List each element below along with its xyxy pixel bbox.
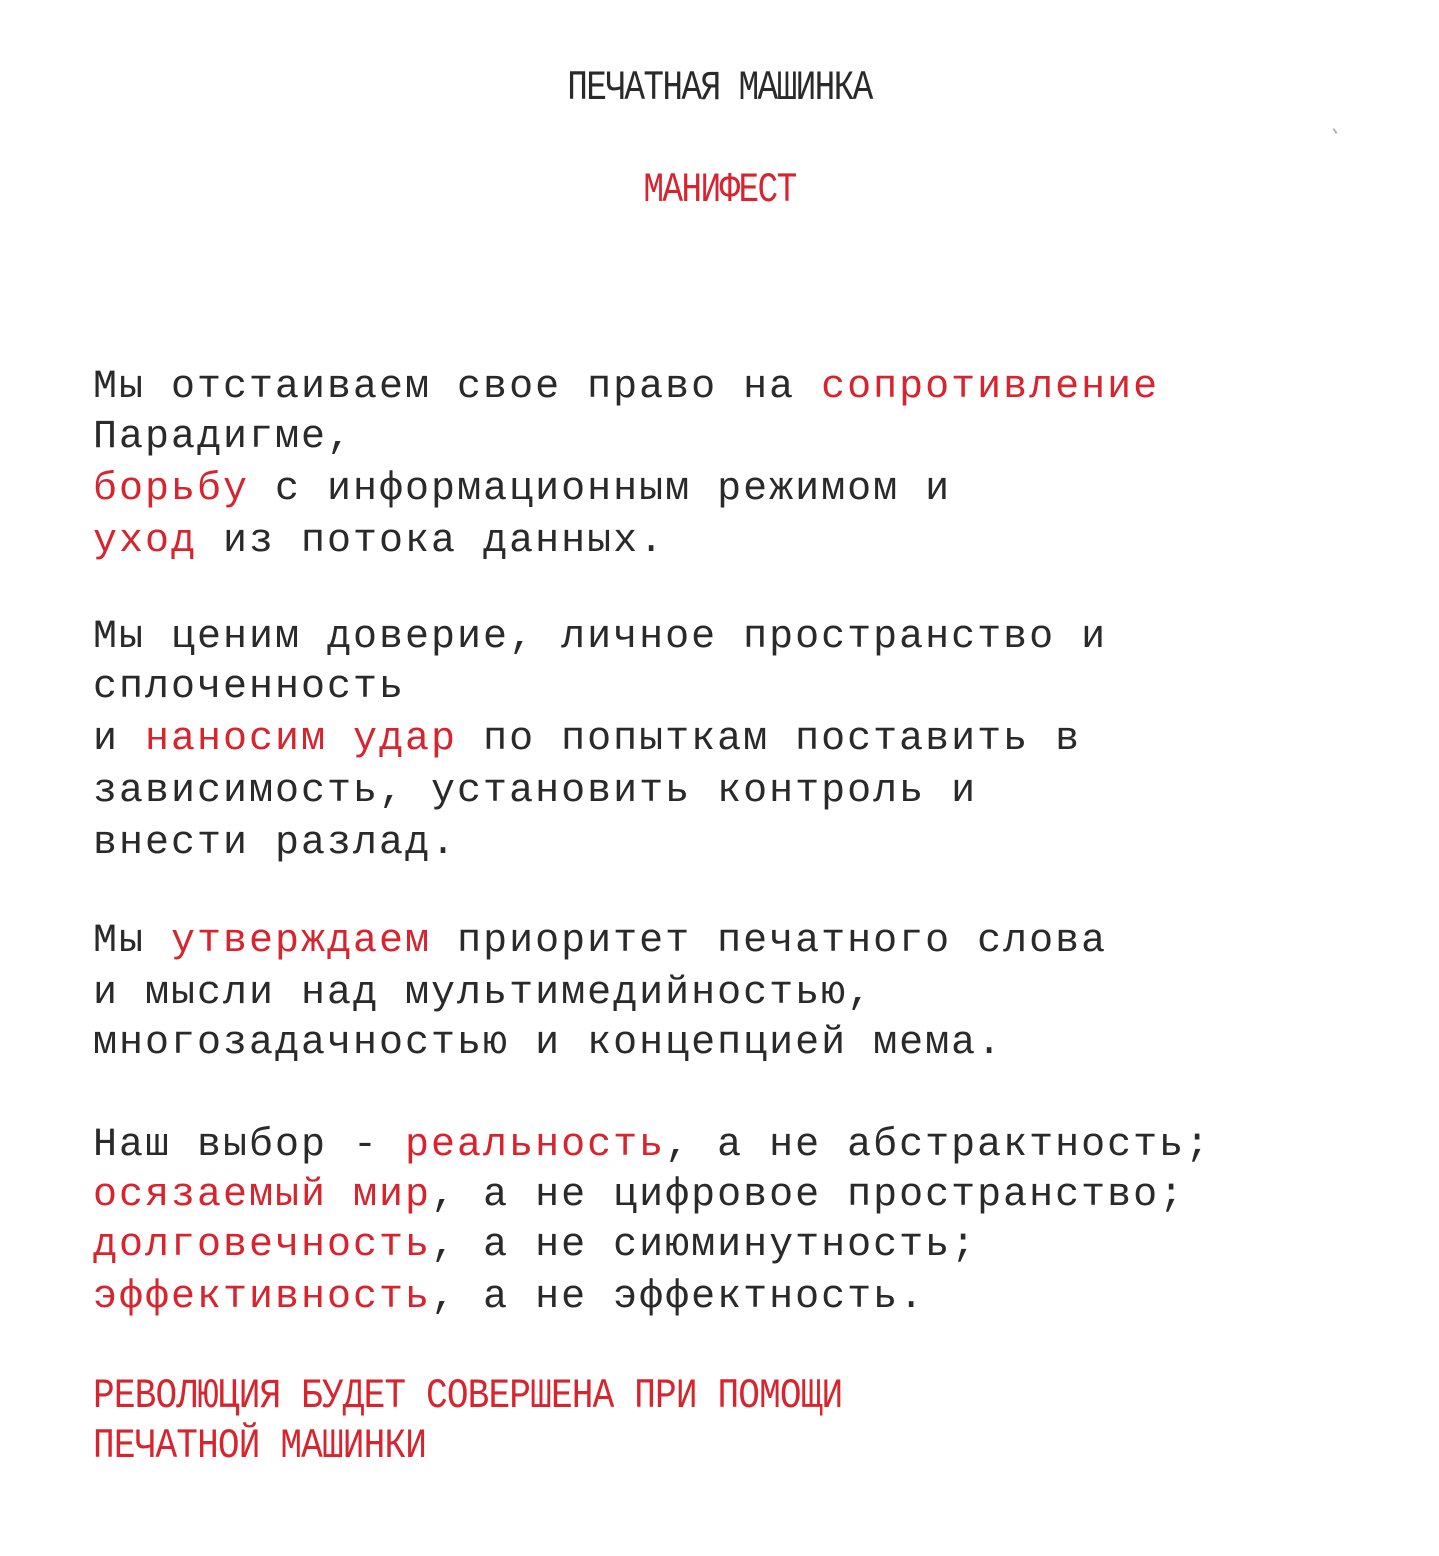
text-line: Парадигме, — [93, 415, 354, 460]
text-span: , а не абстрактность; — [665, 1123, 1212, 1168]
closing-line: РЕВОЛЮЦИЯ БУДЕТ СОВЕРШЕНА ПРИ ПОМОЩИ — [93, 1372, 843, 1420]
text-line — [93, 714, 1081, 766]
highlight-text: осязаемый мир — [93, 1173, 432, 1218]
text-span: , а не цифровое пространство; — [431, 1173, 1186, 1218]
text-line — [93, 362, 1159, 414]
paper-speck — [1332, 128, 1337, 134]
text-line: Мы ценим доверие, личное пространство и — [93, 615, 1108, 660]
text-span: , а не эффектность. — [431, 1275, 926, 1320]
text-span: по попыткам поставить в — [457, 717, 1082, 762]
highlight-text: борьбу — [93, 467, 250, 512]
text-span: Наш выбор - — [93, 1123, 406, 1168]
text-line — [93, 1170, 1185, 1222]
text-line — [93, 516, 665, 568]
highlight-text: уход — [93, 519, 198, 564]
highlight-text: эффективность — [93, 1275, 432, 1320]
text-span: с информационным режимом и — [249, 467, 952, 512]
text-span: Мы отстаиваем свое право на — [93, 365, 822, 410]
document-title: ПЕЧАТНАЯ МАШИНКА — [567, 64, 872, 112]
closing-line: ПЕЧАТНОЙ МАШИНКИ — [93, 1422, 427, 1470]
text-line — [93, 1120, 1211, 1172]
highlight-text: утверждаем — [171, 919, 432, 964]
highlight-text: реальность — [405, 1123, 666, 1168]
text-span: , а не сиюминутность; — [431, 1223, 978, 1268]
text-span: из потока данных. — [197, 519, 666, 564]
text-line — [93, 1220, 977, 1272]
text-span: и — [93, 717, 146, 762]
text-line: внести разлад. — [93, 821, 458, 866]
highlight-text: сопротивление — [821, 365, 1160, 410]
text-line: сплоченность — [93, 665, 406, 710]
text-span: приоритет печатного слова — [431, 919, 1108, 964]
highlight-text: долговечность — [93, 1223, 432, 1268]
text-span: Мы — [93, 919, 172, 964]
highlight-text: наносим удар — [145, 717, 458, 762]
text-line — [93, 464, 951, 516]
text-line: зависимость, установить контроль и — [93, 769, 978, 814]
text-line: и мысли над мультимедийностью, — [93, 971, 874, 1016]
document-subtitle: МАНИФЕСТ — [643, 166, 796, 214]
text-line — [93, 916, 1107, 968]
text-line — [93, 1272, 925, 1324]
text-line: многозадачностью и концепцией мема. — [93, 1021, 1004, 1066]
